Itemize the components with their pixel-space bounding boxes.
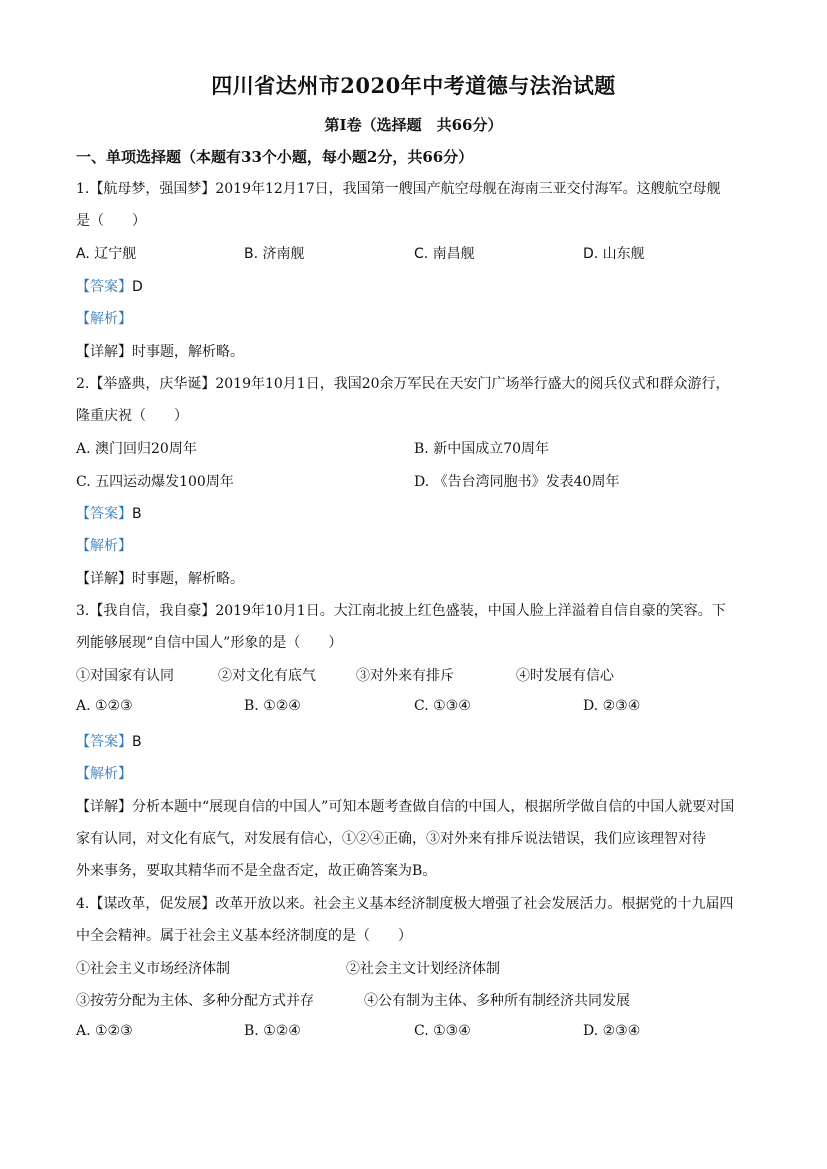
q4-option-b: B. ①②④: [244, 1023, 301, 1039]
q3-option-c: C. ①③④: [414, 698, 471, 714]
section-heading: 一、单项选择题（本题有33个小题，每小题2分，共66分）: [76, 148, 474, 166]
q3-detail-line-3: 外来事务，要取其精华而不是全盘否定，故正确答案为B。: [76, 863, 437, 879]
q3-option-a: A. ①②③: [76, 698, 133, 714]
q1-option-a: A. 辽宁舰: [76, 246, 137, 262]
q4-option-a: A. ①②③: [76, 1023, 133, 1039]
question-4-stem-cont: 中全会精神。属于社会主义基本经济制度的是（ ）: [76, 928, 412, 944]
q3-detail-line-2: 家有认同，对文化有底气，对发展有信心，①②④正确，③对外来有排斥说法错误，我们应该理智对待: [76, 831, 706, 847]
q1-option-b: B. 济南舰: [244, 246, 305, 262]
q4-option-c: C. ①③④: [414, 1023, 471, 1039]
question-3-stem: 3.【我自信，我自豪】2019年10月1日。大江南北披上红色盛装，中国人脸上洋溢着自信自豪的笑容。下: [76, 603, 726, 619]
q3-option-b: B. ①②④: [244, 698, 301, 714]
question-4-stem: 4.【谋改革，促发展】改革开放以来。社会主义基本经济制度极大增强了社会发展活力。根据党的十九届四: [76, 896, 734, 912]
question-3-stem-cont: 列能够展现“自信中国人”形象的是（ ）: [76, 635, 343, 651]
answer-label: 【答案】: [76, 506, 132, 522]
q3-item-1: ①对国家有认同: [76, 668, 174, 684]
q2-detail: 【详解】时事题，解析略。: [76, 571, 244, 587]
answer-label: 【答案】: [76, 279, 132, 295]
q1-option-c: C. 南昌舰: [414, 246, 475, 262]
answer-value: B: [132, 506, 142, 522]
q4-item-2: ②社会主文计划经济体制: [346, 961, 500, 977]
q3-answer: [76, 731, 756, 751]
q3-item-2: ②对文化有底气: [218, 668, 316, 684]
answer-value: B: [132, 734, 142, 750]
q2-option-b: B. 新中国成立70周年: [414, 441, 550, 457]
q2-option-c: C. 五四运动爆发100周年: [76, 474, 234, 490]
q3-detail-line-1: 【详解】分析本题中“展现自信的中国人”可知本题考查做自信的中国人，根据所学做自信的中国人就要对国: [76, 799, 735, 815]
question-2-stem: 2.【举盛典，庆华诞】2019年10月1日，我国20余万军民在天安门广场举行盛大的阅兵仪式和群众游行，: [76, 376, 730, 392]
q3-analysis-label: 【解析】: [76, 766, 132, 782]
q1-option-d: D. 山东舰: [583, 246, 645, 262]
answer-value: D: [132, 279, 143, 295]
q2-option-a: A. 澳门回归20周年: [76, 441, 197, 457]
q4-item-4: ④公有制为主体、多种所有制经济共同发展: [364, 993, 630, 1009]
q1-detail: 【详解】时事题，解析略。: [76, 344, 244, 360]
part-heading: 第I卷（选择题 共66分）: [324, 116, 503, 134]
q2-option-d: D. 《告台湾同胞书》发表40周年: [414, 474, 620, 490]
q3-option-d: D. ②③④: [583, 698, 641, 714]
q2-answer: [76, 503, 756, 523]
question-1-stem-cont: 是（ ）: [76, 213, 146, 229]
q3-item-3: ③对外来有排斥: [356, 668, 454, 684]
document-title: 四川省达州市2020年中考道德与法治试题: [211, 73, 616, 98]
q1-analysis-label: 【解析】: [76, 311, 132, 327]
answer-label: 【答案】: [76, 734, 132, 750]
q3-item-4: ④时发展有信心: [516, 668, 614, 684]
q1-answer: [76, 276, 756, 296]
q4-option-d: D. ②③④: [583, 1023, 641, 1039]
question-2-stem-cont: 隆重庆祝（ ）: [76, 408, 188, 424]
question-1-stem: 1.【航母梦，强国梦】2019年12月17日，我国第一艘国产航空母舰在海南三亚交付海军。这艘航空母舰: [76, 181, 721, 197]
q2-analysis-label: 【解析】: [76, 538, 132, 554]
q4-item-3: ③按劳分配为主体、多种分配方式并存: [76, 993, 314, 1009]
q4-item-1: ①社会主义市场经济体制: [76, 961, 230, 977]
